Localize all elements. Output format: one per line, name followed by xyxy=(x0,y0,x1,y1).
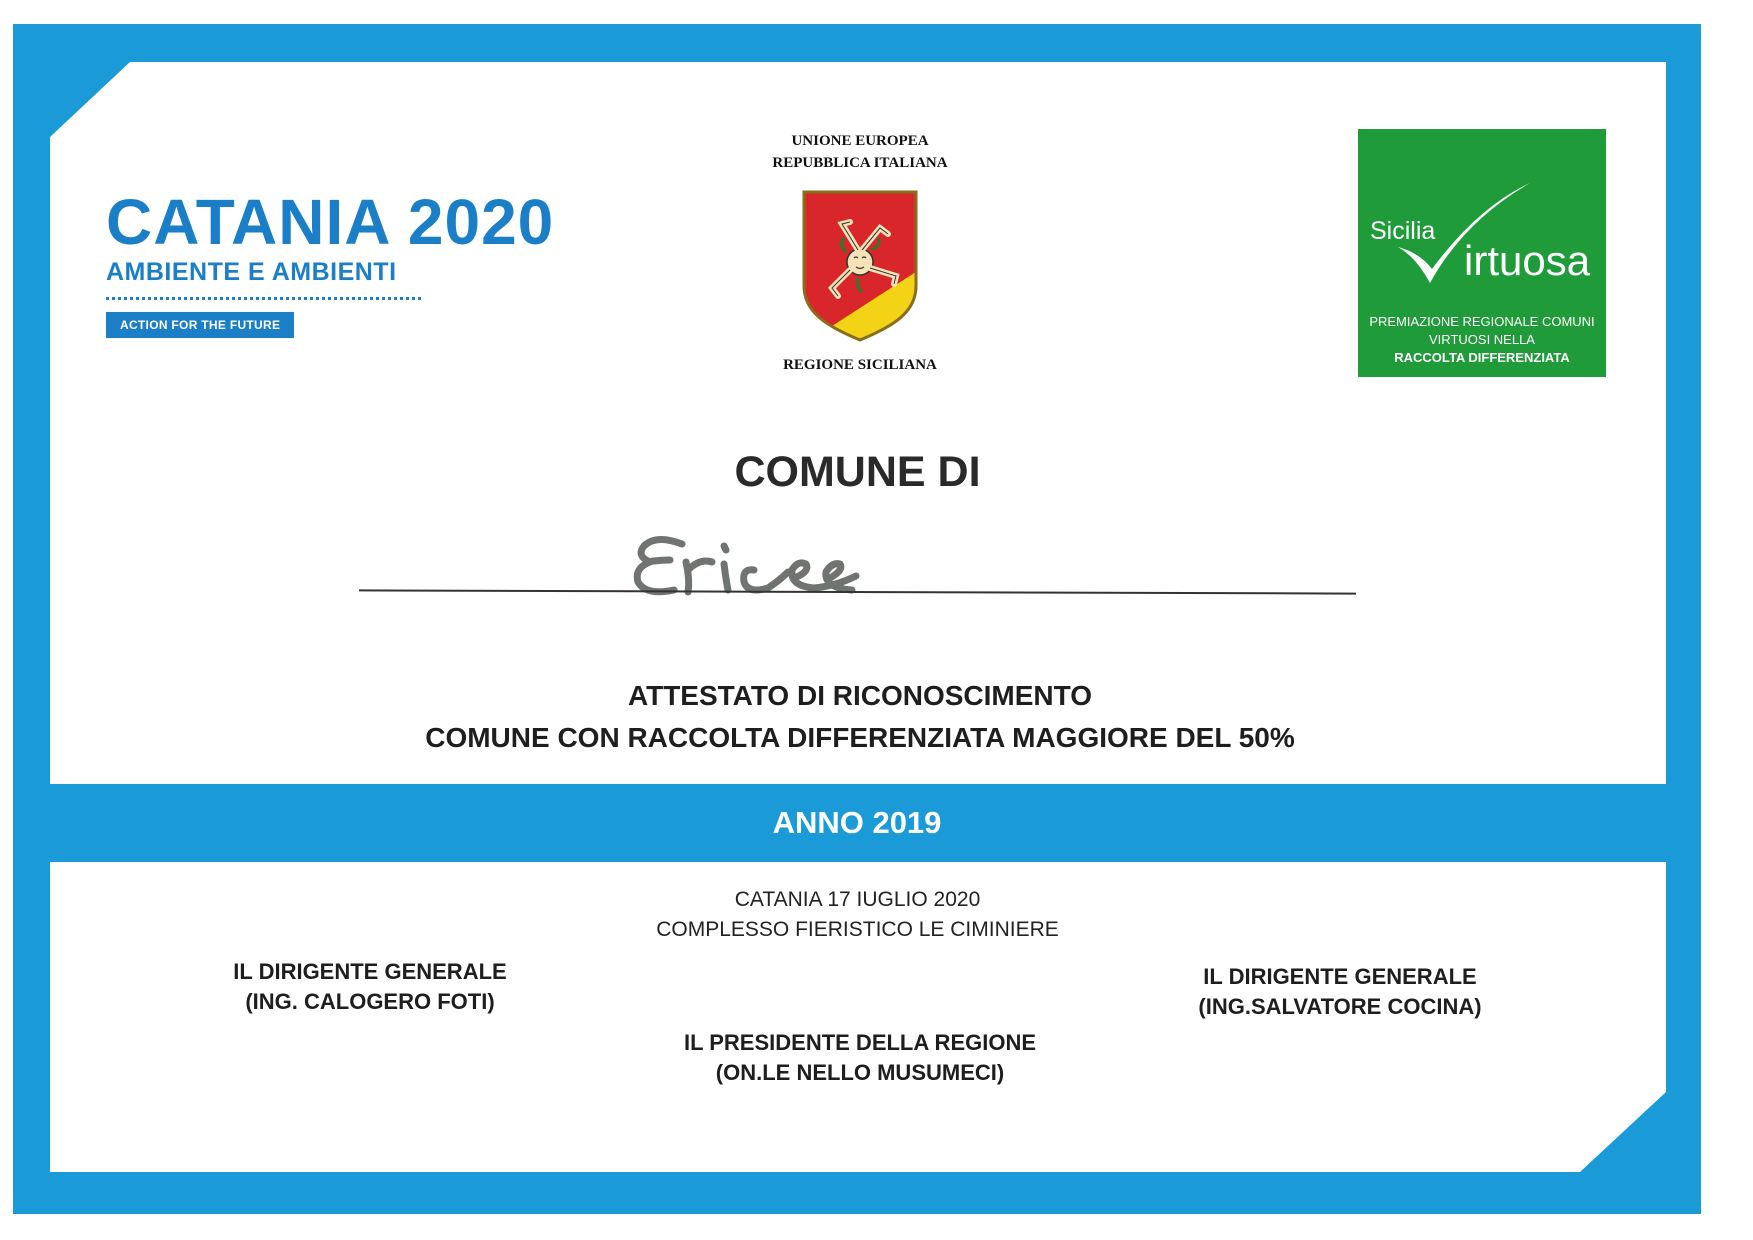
sv-logo-desc-line-2: VIRTUOSI NELLA xyxy=(1429,332,1535,347)
comune-label: COMUNE DI xyxy=(734,448,981,496)
attestato-description: COMUNE CON RACCOLTA DIFFERENZIATA MAGGIORE DEL 50% xyxy=(425,722,1295,753)
signatory-right-name: (ING.SALVATORE COCINA) xyxy=(1198,994,1482,1019)
signatory-left-title: IL DIRIGENTE GENERALE xyxy=(233,959,507,984)
catania-logo-title: CATANIA 2020 xyxy=(106,186,555,258)
sv-logo-desc-line-1: PREMIAZIONE REGIONALE COMUNI xyxy=(1369,314,1595,329)
sv-logo-description xyxy=(1358,313,1606,367)
catania-2020-logo xyxy=(106,186,606,338)
trinacria-shield-icon xyxy=(798,188,922,344)
sv-logo-word-sicilia: Sicilia xyxy=(1370,217,1436,245)
signatory-left-name: (ING. CALOGERO FOTI) xyxy=(245,989,495,1014)
signatory-center xyxy=(660,1028,1060,1088)
attestato-title: ATTESTATO DI RICONOSCIMENTO xyxy=(627,680,1093,711)
emblem-caption: REGIONE SICILIANA xyxy=(783,357,937,373)
catania-logo-subtitle: AMBIENTE E AMBIENTI xyxy=(106,258,397,286)
signatory-right-title: IL DIRIGENTE GENERALE xyxy=(1203,964,1477,989)
signatory-center-name: (ON.LE NELLO MUSUMECI) xyxy=(715,1060,1005,1085)
sv-logo-word-virtuosa: irtuosa xyxy=(1464,237,1591,284)
handwritten-name-erice xyxy=(630,510,890,610)
emblem-line-eu: UNIONE EUROPEA xyxy=(791,133,929,149)
signatory-left xyxy=(200,957,540,1017)
year-band xyxy=(13,784,1701,862)
event-place: COMPLESSO FIERISTICO LE CIMINIERE xyxy=(656,918,1059,941)
catania-logo-tagline: ACTION FOR THE FUTURE xyxy=(106,312,294,338)
signatory-right xyxy=(1170,962,1510,1022)
sicilia-virtuosa-logo xyxy=(1358,129,1606,377)
year-label: ANNO 2019 xyxy=(772,805,942,840)
emblem-line-italy: REPUBBLICA ITALIANA xyxy=(772,155,948,171)
regione-siciliana-emblem xyxy=(730,130,990,376)
event-date: CATANIA 17 IUGLIO 2020 xyxy=(734,888,981,911)
catania-logo-dotted-rule xyxy=(106,297,421,300)
signatory-center-title: IL PRESIDENTE DELLA REGIONE xyxy=(683,1030,1037,1055)
sv-logo-desc-line-3: RACCOLTA DIFFERENZIATA xyxy=(1394,350,1570,365)
